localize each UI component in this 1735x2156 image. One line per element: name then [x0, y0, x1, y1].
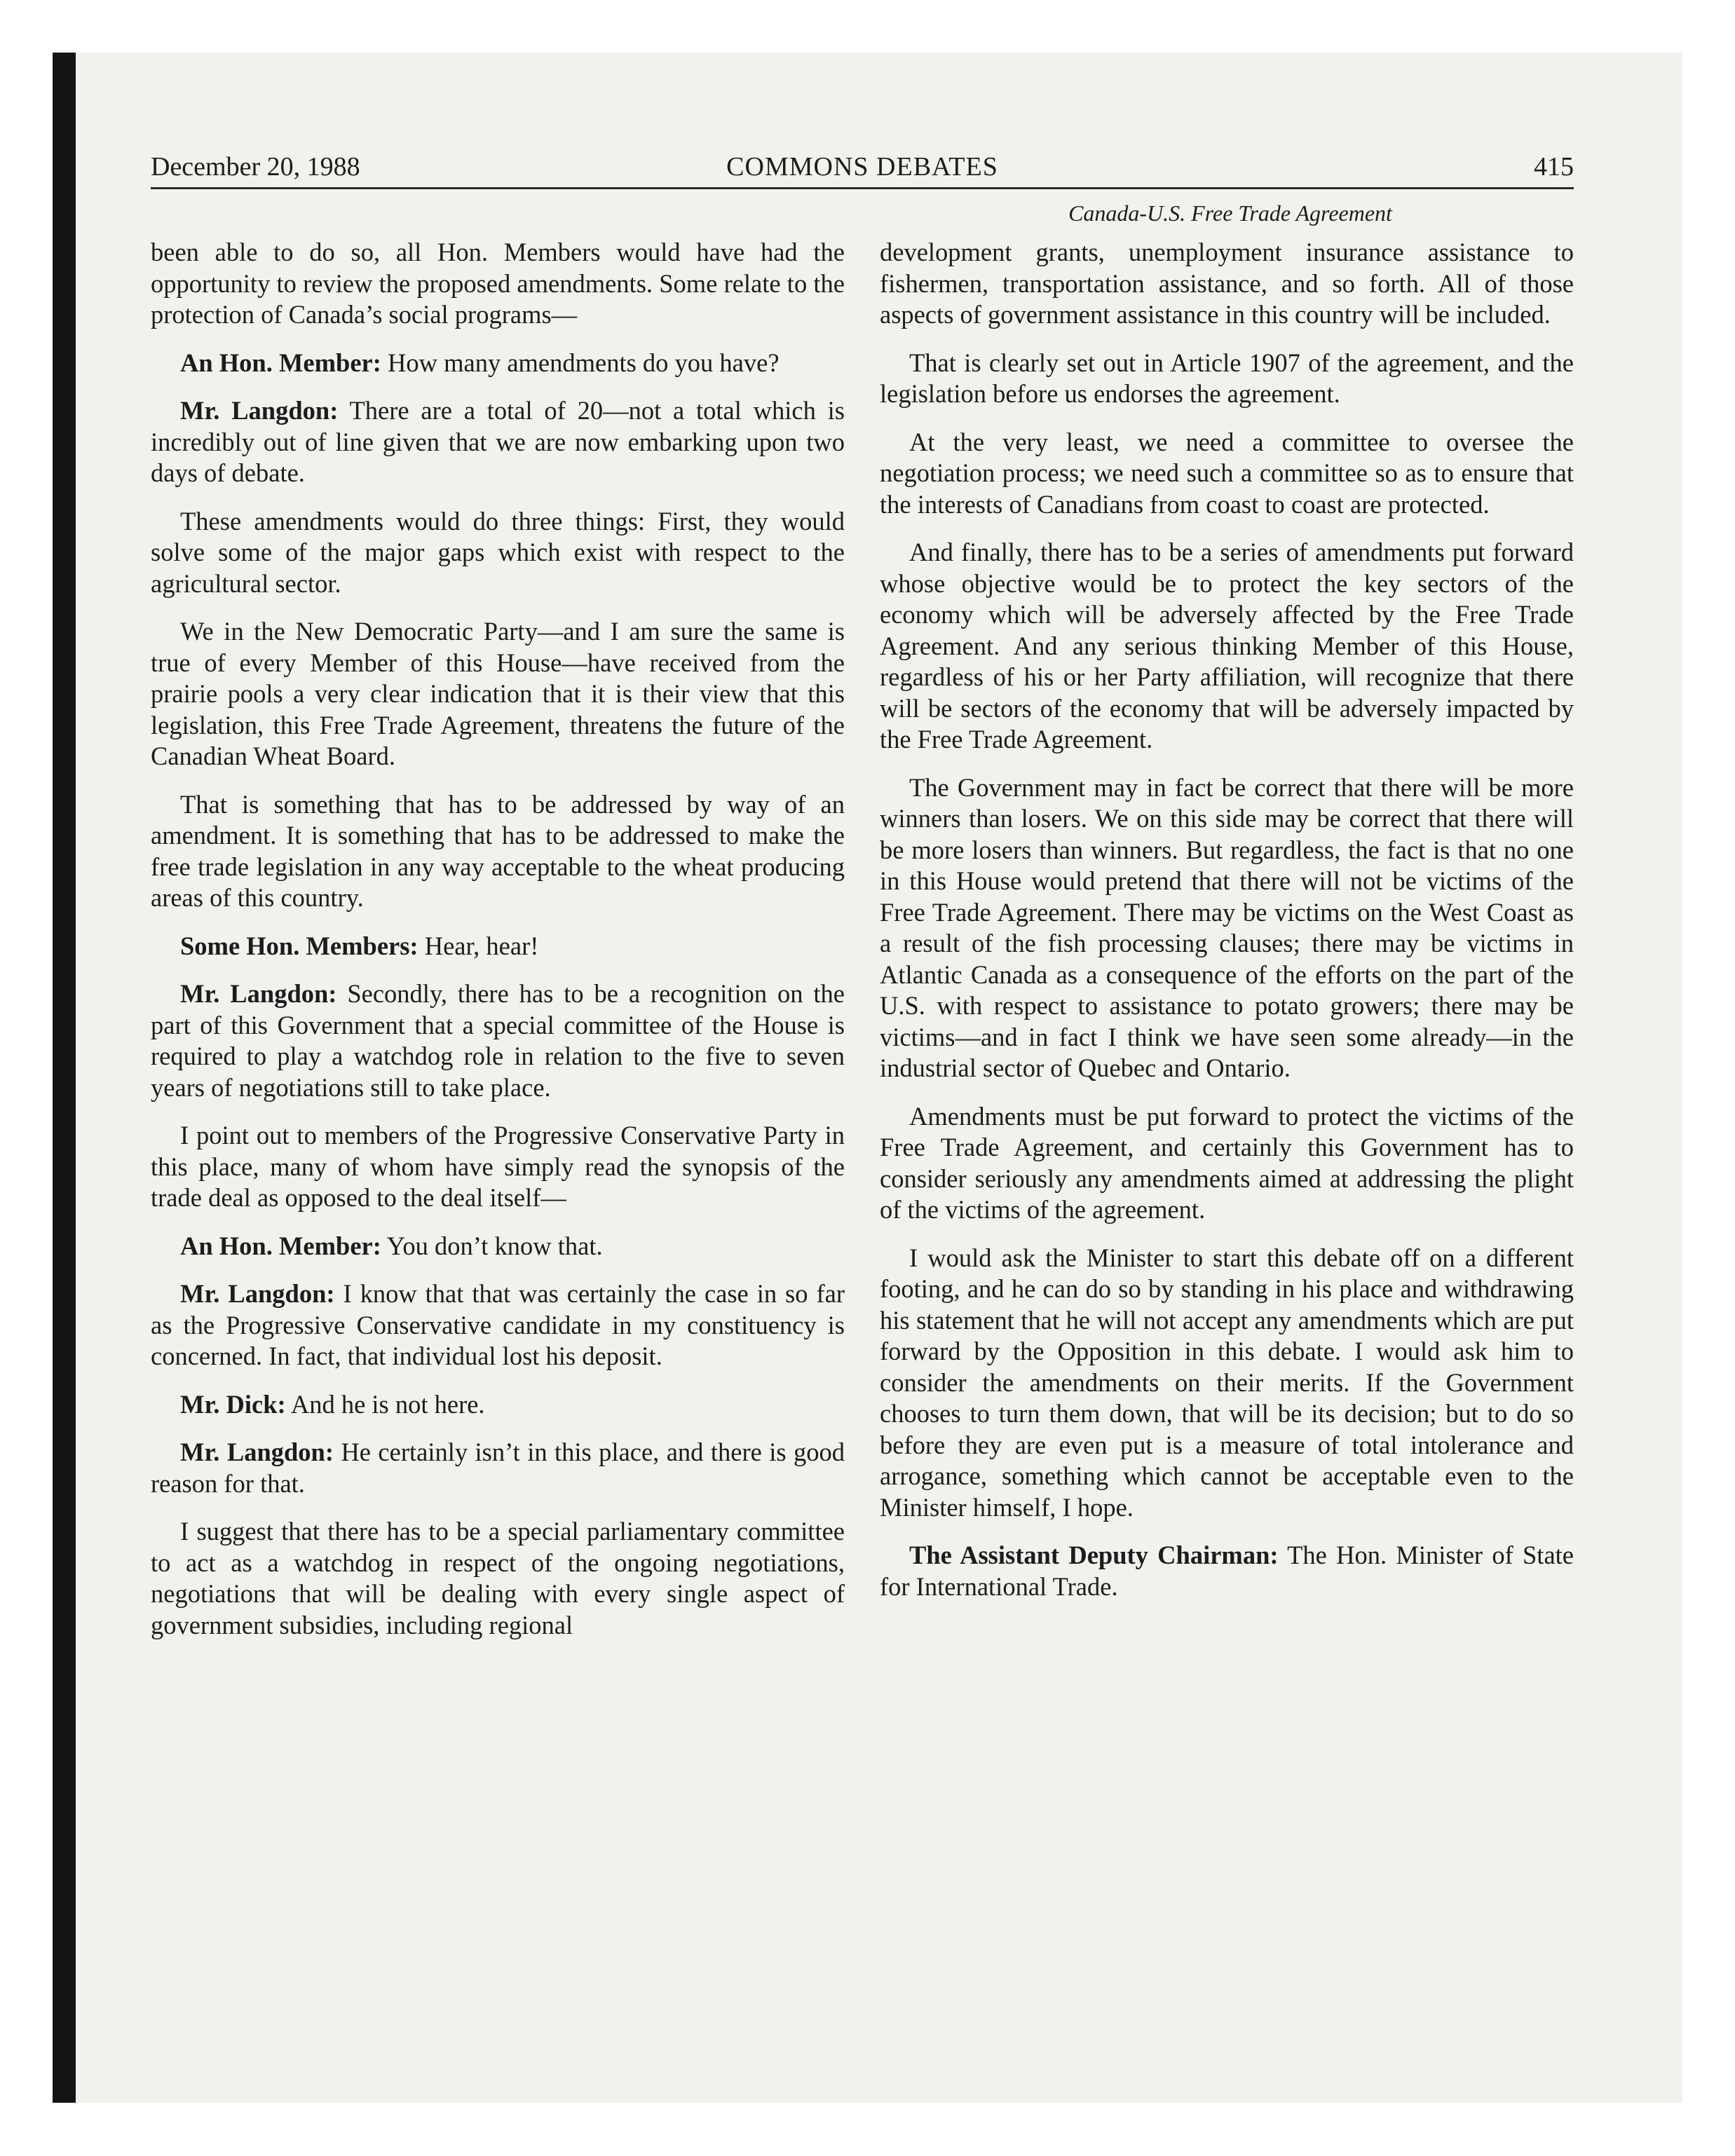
paragraph — [880, 1243, 1574, 1524]
right-column — [880, 237, 1574, 1619]
paragraph-text: I suggest that there has to be a special parliamentary committee to act as a watchdog in respect of the ongoing negotiations, negotiations that will be dealing with every single aspect of government subsidies, including regional — [151, 1517, 845, 1639]
paragraph-text: That is something that has to be addressed by way of an amendment. It is something that has to be addressed to make the free trade legislation in any way acceptable to the wheat producing areas of this country. — [151, 789, 845, 912]
header-title: COMMONS DEBATES — [726, 152, 998, 182]
paragraph-text: The Government may in fact be correct that there will be more winners than losers. We on this side may be correct that there will be more losers than winners. But regardless, the fact is that no one in this House would pretend that there will not be victims of the Free Trade Agreement. There may be victims on the West Coast as a result of the fish processing clauses; there may be victims in Atlantic Canada as a consequence of the efforts on the part of the U.S. with respect to assistance to potato growers; there may be victims—and in fact I think we have seen some already—in the industrial sector of Quebec and Ontario. — [880, 772, 1574, 1082]
speaker-name: Mr. Langdon: — [180, 396, 339, 425]
speaker-name: Mr. Langdon: — [180, 1279, 335, 1308]
speaker-name: Mr. Dick: — [180, 1389, 286, 1419]
paragraph-text: And he is not here. — [285, 1389, 485, 1419]
paragraph-text: We in the New Democratic Party—and I am sure the same is true of every Member of this House—have received from the prairie pools a very clear indication that it is their view that this legislation, this Free Trade Agreement, threatens the future of the Canadian Wheat Board. — [151, 617, 845, 770]
paragraph-text: At the very least, we need a committee to oversee the negotiation process; we need such a committee so as to ensure that the interests of Canadians from coast to coast are protected. — [880, 427, 1574, 519]
paragraph-text: There are a total of 20—not a total which is incredibly out of line given that we are now embarking upon two days of debate. — [151, 396, 845, 487]
paragraph-text: I would ask the Minister to start this debate off on a different footing, and he can do so by standing in his place and withdrawing his statement that he will not accept any amendments which are put forward by the Opposition in this debate. I would ask him to consider the amendments on their merits. If the Government chooses to turn them down, that will be its decision; but to do so before they are even put is a measure of total intolerance and arrogance, something which cannot be acceptable even to the Minister himself, I hope. — [880, 1243, 1574, 1522]
paragraph — [151, 616, 845, 772]
paragraph-text: development grants, unemployment insurance assistance to fishermen, transportation assistance, and so forth. All of those aspects of government assistance in this country will be included. — [880, 238, 1574, 329]
paragraph — [880, 348, 1574, 410]
paragraph — [151, 395, 845, 489]
section-subheading: Canada-U.S. Free Trade Agreement — [1068, 200, 1392, 226]
speaker-name: An Hon. Member: — [180, 1231, 381, 1260]
paragraph — [151, 789, 845, 914]
paragraph-text: Hear, hear! — [418, 931, 539, 960]
paragraph-text: You don’t know that. — [381, 1231, 603, 1260]
running-header — [151, 151, 1574, 189]
speaker-name: Some Hon. Members: — [180, 931, 419, 960]
paragraph — [880, 237, 1574, 331]
binding-edge — [53, 53, 76, 2103]
document-page — [151, 151, 1574, 1639]
paragraph — [151, 1278, 845, 1372]
paragraph — [151, 978, 845, 1103]
paragraph-text: I point out to members of the Progressive Conservative Party in this place, many of whom have simply read the synopsis of the trade deal as opposed to the deal itself— — [151, 1121, 845, 1212]
page-number: 415 — [1534, 152, 1574, 182]
paragraph-text: That is clearly set out in Article 1907 of the agreement, and the legislation before us endorses the agreement. — [880, 348, 1574, 408]
speaker-name: An Hon. Member: — [180, 348, 381, 377]
header-date: December 20, 1988 — [151, 152, 360, 182]
paragraph-text: These amendments would do three things: First, they would solve some of the major gaps which exist with respect to the agricultural sector. — [151, 506, 845, 598]
speaker-name: The Assistant Deputy Chairman: — [909, 1541, 1279, 1569]
paragraph — [880, 1101, 1574, 1226]
paragraph — [151, 1231, 845, 1262]
paragraph — [151, 931, 845, 962]
paragraph-text: He certainly isn’t in this place, and there is good reason for that. — [151, 1438, 845, 1498]
paragraph — [151, 237, 845, 331]
paragraph-text: The Hon. Minister of State for International Trade. — [880, 1541, 1574, 1601]
paragraph — [880, 537, 1574, 756]
paragraph — [151, 348, 845, 379]
paragraph — [151, 1516, 845, 1641]
paragraph — [880, 1540, 1574, 1602]
paragraph-text: been able to do so, all Hon. Members would have had the opportunity to review the proposed amendments. Some relate to the protection of Canada’s social programs— — [151, 238, 845, 329]
paragraph — [880, 427, 1574, 521]
paragraph — [151, 506, 845, 600]
paragraph — [880, 772, 1574, 1084]
left-column — [151, 237, 845, 1658]
paragraph — [151, 1437, 845, 1499]
speaker-name: Mr. Langdon: — [180, 1438, 334, 1466]
paragraph-text: How many amendments do you have? — [381, 348, 780, 377]
paragraph — [151, 1389, 845, 1421]
paragraph-text: I know that that was certainly the case in so far as the Progressive Conservative candidate in my constituency is concerned. In fact, that individual lost his deposit. — [151, 1279, 845, 1370]
paragraph-text: Amendments must be put forward to protect the victims of the Free Trade Agreement, and certainly this Government has to consider seriously any amendments aimed at addressing the plight of the victims of the agreement. — [880, 1101, 1574, 1224]
paragraph — [151, 1120, 845, 1214]
paragraph-text: Secondly, there has to be a recognition on the part of this Government that a special committee of the House is required to play a watchdog role in relation to the five to seven years of negotiations still to take place. — [151, 979, 845, 1102]
speaker-name: Mr. Langdon: — [180, 979, 337, 1008]
paragraph-text: And finally, there has to be a series of amendments put forward whose objective would be to protect the key sectors of the economy which will be adversely affected by the Free Trade Agreement. And any serious thinking Member of this House, regardless of his or her Party affiliation, will recognize that there will be sectors of the economy that will be adversely impacted by the Free Trade Agreement. — [880, 538, 1574, 753]
